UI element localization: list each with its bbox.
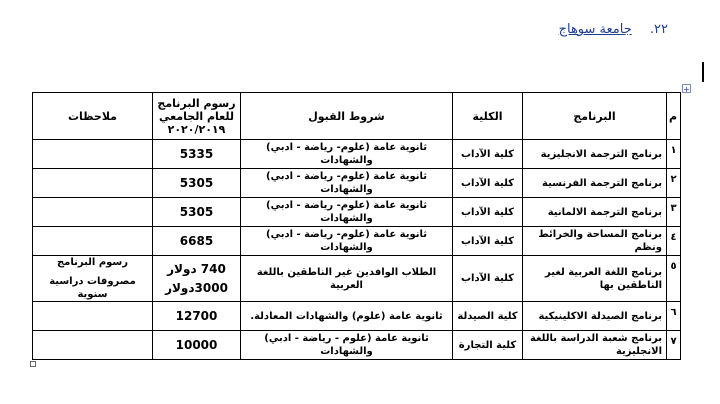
row-notes <box>33 169 153 198</box>
row-college: كلية الآداب <box>453 256 523 302</box>
row-college: كلية الآداب <box>453 198 523 227</box>
table-row <box>33 227 681 256</box>
row-fee: 5305 <box>153 169 241 198</box>
row-program: برنامج اللغة العربية لغير الناطقين بها <box>523 256 667 302</box>
row-notes: رسوم البرنامج <box>56 257 129 268</box>
table-row <box>33 169 681 198</box>
header-program: البرنامج <box>523 93 667 140</box>
row-program: برنامج الترجمة الفرنسية <box>523 169 667 198</box>
row-notes-cell <box>33 256 153 302</box>
row-notes <box>33 331 153 360</box>
row-program: برنامج الترجمة الالمانية <box>523 198 667 227</box>
row-college: كلية الآداب <box>453 169 523 198</box>
table-row <box>33 198 681 227</box>
table-row <box>33 331 681 360</box>
table-header-row <box>33 93 681 140</box>
header-fees-line2: للعام الجامعي <box>159 109 234 123</box>
header-college: الكلية <box>453 93 523 140</box>
row-notes <box>33 140 153 169</box>
programs-table <box>32 92 681 360</box>
header-fees <box>153 93 241 140</box>
row-index: ٤ <box>667 227 681 256</box>
row-conditions: ثانوية عامة (علوم- رياضة - ادبي) والشهادات <box>241 140 453 169</box>
section-number: ٢٢. <box>649 22 668 37</box>
row-fee-cell <box>153 256 241 302</box>
row-fee: 10000 <box>153 331 241 360</box>
row-college: كلية التجارة <box>453 331 523 360</box>
row-index: ٦ <box>667 302 681 331</box>
row-index: ٥ <box>667 256 681 302</box>
header-fees-line1: رسوم البرنامج <box>157 96 236 110</box>
university-name: جامعة سوهاج <box>558 22 632 37</box>
row-conditions: ثانوية عامة (علوم- رياضة - ادبي) والشهادات <box>241 198 453 227</box>
row-college: كلية الآداب <box>453 140 523 169</box>
row-conditions: ثانوية عامة (علوم- رياضة - ادبي) والشهادات <box>241 227 453 256</box>
table-row <box>33 140 681 169</box>
row-college: كلية الصيدلة <box>453 302 523 331</box>
row-fee: 6685 <box>153 227 241 256</box>
row-index: ٢ <box>667 169 681 198</box>
row-notes <box>33 198 153 227</box>
row-conditions: الطلاب الوافدين غير الناطقين باللغة العربية <box>241 256 453 302</box>
row-notes-secondary: مصروفات دراسية سنوية <box>49 276 136 300</box>
table-resize-handle[interactable] <box>30 361 36 367</box>
table-row <box>33 302 681 331</box>
row-notes <box>33 227 153 256</box>
table-row <box>33 256 681 302</box>
row-program: برنامج الصيدلة الاكلينيكية <box>523 302 667 331</box>
text-cursor <box>702 62 704 82</box>
row-program: برنامج الترجمة الانجليزية <box>523 140 667 169</box>
header-fees-line3: ٢٠٢٠/٢٠١٩ <box>167 122 226 136</box>
row-fee: 12700 <box>153 302 241 331</box>
row-fee: 5335 <box>153 140 241 169</box>
row-notes <box>33 302 153 331</box>
row-index: ١ <box>667 140 681 169</box>
section-heading <box>559 22 668 37</box>
row-college: كلية الآداب <box>453 227 523 256</box>
row-program: برنامج شعبة الدراسة باللغة الانجليزية <box>523 331 667 360</box>
header-notes: ملاحظات <box>33 93 153 140</box>
row-fee: 5305 <box>153 198 241 227</box>
row-fee: 740 دولار <box>167 261 226 276</box>
header-conditions: شروط القبول <box>241 93 453 140</box>
row-conditions: ثانوية عامة (علوم) والشهادات المعادلة. <box>241 302 453 331</box>
row-index: ٧ <box>667 331 681 360</box>
row-program: برنامج المساحة والخرائط ونظم <box>523 227 667 256</box>
row-conditions: ثانوية عامة (علوم - رياضة - ادبي) والشهادات <box>241 331 453 360</box>
header-index: م <box>667 93 681 140</box>
row-conditions: ثانوية عامة (علوم- رياضة - ادبي) والشهادات <box>241 169 453 198</box>
row-index: ٣ <box>667 198 681 227</box>
row-fee-secondary: 3000دولار <box>165 280 228 295</box>
table-move-handle-icon[interactable]: + <box>683 85 690 94</box>
